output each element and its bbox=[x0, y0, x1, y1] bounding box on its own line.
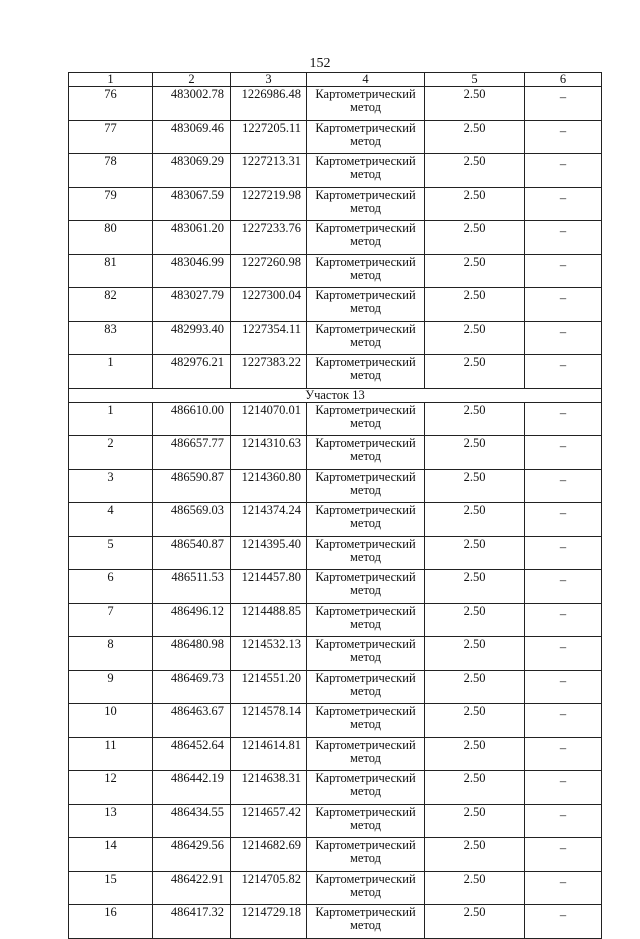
y-coordinate-cell: 1214638.31 bbox=[231, 771, 307, 805]
y-coordinate-cell: 1214070.01 bbox=[231, 402, 307, 436]
x-coordinate-cell: 483067.59 bbox=[153, 187, 231, 221]
method-line-2: метод bbox=[349, 167, 381, 181]
method-cell bbox=[307, 804, 425, 838]
x-coordinate-cell: 483002.78 bbox=[153, 87, 231, 121]
x-coordinate-cell: 483069.46 bbox=[153, 120, 231, 154]
x-coordinate-cell: 486442.19 bbox=[153, 771, 231, 805]
y-coordinate-cell: 1214374.24 bbox=[231, 503, 307, 537]
accuracy-cell: 2.50 bbox=[425, 871, 525, 905]
accuracy-cell: 2.50 bbox=[425, 804, 525, 838]
method-line-2: метод bbox=[349, 717, 381, 731]
note-cell: – bbox=[525, 871, 602, 905]
method-line-2: метод bbox=[349, 234, 381, 248]
note-cell: – bbox=[525, 670, 602, 704]
accuracy-cell: 2.50 bbox=[425, 670, 525, 704]
y-coordinate-cell: 1227205.11 bbox=[231, 120, 307, 154]
x-coordinate-cell: 483061.20 bbox=[153, 221, 231, 255]
accuracy-cell: 2.50 bbox=[425, 288, 525, 322]
table-row bbox=[69, 321, 602, 355]
accuracy-cell: 2.50 bbox=[425, 321, 525, 355]
note-cell: – bbox=[525, 771, 602, 805]
page-number: 152 bbox=[309, 56, 331, 71]
method-line-2: метод bbox=[349, 482, 381, 497]
point-number-cell: 4 bbox=[69, 503, 153, 537]
point-number-cell: 1 bbox=[69, 355, 153, 389]
note-cell: – bbox=[525, 436, 602, 470]
method-line-1: Картометрический bbox=[315, 704, 416, 718]
method-line-1: Картометрический bbox=[315, 254, 416, 269]
method-line-1: Картометрический bbox=[315, 570, 416, 584]
section-title: Участок 13 bbox=[69, 388, 602, 402]
accuracy-cell: 2.50 bbox=[425, 221, 525, 255]
method-line-2: метод bbox=[349, 851, 381, 865]
method-line-2: метод bbox=[349, 549, 381, 564]
method-cell bbox=[307, 254, 425, 288]
method-cell bbox=[307, 704, 425, 738]
x-coordinate-cell: 486434.55 bbox=[153, 804, 231, 838]
table-row bbox=[69, 905, 602, 939]
point-number-cell: 16 bbox=[69, 905, 153, 939]
y-coordinate-cell: 1214705.82 bbox=[231, 871, 307, 905]
accuracy-cell: 2.50 bbox=[425, 187, 525, 221]
y-coordinate-cell: 1227233.76 bbox=[231, 221, 307, 255]
x-coordinate-cell: 482993.40 bbox=[153, 321, 231, 355]
table-row bbox=[69, 603, 602, 637]
point-number-cell: 2 bbox=[69, 436, 153, 470]
method-line-1: Картометрический bbox=[315, 120, 416, 135]
method-line-2: метод bbox=[349, 616, 381, 631]
column-header: 2 bbox=[153, 73, 231, 87]
point-number-cell: 11 bbox=[69, 737, 153, 771]
note-cell: – bbox=[525, 905, 602, 939]
method-line-1: Картометрический bbox=[315, 637, 416, 651]
method-line-2: метод bbox=[349, 334, 381, 349]
note-cell: – bbox=[525, 120, 602, 154]
note-cell: – bbox=[525, 570, 602, 604]
table-row bbox=[69, 469, 602, 503]
method-cell bbox=[307, 355, 425, 389]
y-coordinate-cell: 1214395.40 bbox=[231, 536, 307, 570]
method-cell bbox=[307, 154, 425, 188]
method-line-2: метод bbox=[349, 784, 381, 798]
y-coordinate-cell: 1214532.13 bbox=[231, 637, 307, 671]
method-cell bbox=[307, 221, 425, 255]
accuracy-cell: 2.50 bbox=[425, 469, 525, 503]
accuracy-cell: 2.50 bbox=[425, 905, 525, 939]
method-line-2: метод bbox=[349, 817, 381, 832]
y-coordinate-cell: 1226986.48 bbox=[231, 87, 307, 121]
x-coordinate-cell: 486657.77 bbox=[153, 436, 231, 470]
method-cell bbox=[307, 187, 425, 221]
accuracy-cell: 2.50 bbox=[425, 154, 525, 188]
method-line-2: метод bbox=[349, 133, 381, 148]
method-cell bbox=[307, 737, 425, 771]
table-row bbox=[69, 637, 602, 671]
method-line-2: метод bbox=[349, 449, 381, 463]
accuracy-cell: 2.50 bbox=[425, 87, 525, 121]
method-line-1: Картометрический bbox=[315, 737, 416, 752]
table-row bbox=[69, 154, 602, 188]
note-cell: – bbox=[525, 402, 602, 436]
table-row bbox=[69, 704, 602, 738]
note-cell: – bbox=[525, 321, 602, 355]
table-row bbox=[69, 838, 602, 872]
method-cell bbox=[307, 838, 425, 872]
point-number-cell: 82 bbox=[69, 288, 153, 322]
point-number-cell: 83 bbox=[69, 321, 153, 355]
accuracy-cell: 2.50 bbox=[425, 254, 525, 288]
note-cell: – bbox=[525, 221, 602, 255]
accuracy-cell: 2.50 bbox=[425, 704, 525, 738]
note-cell: – bbox=[525, 737, 602, 771]
method-line-1: Картометрический bbox=[315, 355, 416, 369]
x-coordinate-cell: 483069.29 bbox=[153, 154, 231, 188]
y-coordinate-cell: 1227260.98 bbox=[231, 254, 307, 288]
accuracy-cell: 2.50 bbox=[425, 570, 525, 604]
note-cell: – bbox=[525, 154, 602, 188]
x-coordinate-cell: 486496.12 bbox=[153, 603, 231, 637]
accuracy-cell: 2.50 bbox=[425, 637, 525, 671]
method-line-1: Картометрический bbox=[315, 436, 416, 450]
method-cell bbox=[307, 87, 425, 121]
point-number-cell: 5 bbox=[69, 536, 153, 570]
note-cell: – bbox=[525, 536, 602, 570]
accuracy-cell: 2.50 bbox=[425, 536, 525, 570]
y-coordinate-cell: 1227383.22 bbox=[231, 355, 307, 389]
column-header: 3 bbox=[231, 73, 307, 87]
method-cell bbox=[307, 469, 425, 503]
point-number-cell: 80 bbox=[69, 221, 153, 255]
x-coordinate-cell: 486569.03 bbox=[153, 503, 231, 537]
point-number-cell: 10 bbox=[69, 704, 153, 738]
method-line-2: метод bbox=[349, 516, 381, 530]
note-cell: – bbox=[525, 187, 602, 221]
point-number-cell: 76 bbox=[69, 87, 153, 121]
x-coordinate-cell: 486590.87 bbox=[153, 469, 231, 503]
accuracy-cell: 2.50 bbox=[425, 120, 525, 154]
accuracy-cell: 2.50 bbox=[425, 436, 525, 470]
y-coordinate-cell: 1214614.81 bbox=[231, 737, 307, 771]
note-cell: – bbox=[525, 469, 602, 503]
table-row bbox=[69, 771, 602, 805]
method-cell bbox=[307, 603, 425, 637]
x-coordinate-cell: 483046.99 bbox=[153, 254, 231, 288]
method-line-2: метод bbox=[349, 583, 381, 597]
method-line-2: метод bbox=[349, 100, 381, 114]
table-row bbox=[69, 254, 602, 288]
table-row bbox=[69, 570, 602, 604]
table-row bbox=[69, 536, 602, 570]
method-cell bbox=[307, 871, 425, 905]
accuracy-cell: 2.50 bbox=[425, 603, 525, 637]
method-cell bbox=[307, 503, 425, 537]
method-line-1: Картометрический bbox=[315, 905, 416, 919]
method-cell bbox=[307, 436, 425, 470]
note-cell: – bbox=[525, 603, 602, 637]
method-line-1: Картометрический bbox=[315, 871, 416, 886]
method-line-1: Картометрический bbox=[315, 321, 416, 336]
note-cell: – bbox=[525, 503, 602, 537]
table-row bbox=[69, 221, 602, 255]
point-number-cell: 12 bbox=[69, 771, 153, 805]
method-line-1: Картометрический bbox=[315, 154, 416, 168]
method-line-1: Картометрический bbox=[315, 670, 416, 685]
point-number-cell: 7 bbox=[69, 603, 153, 637]
accuracy-cell: 2.50 bbox=[425, 771, 525, 805]
y-coordinate-cell: 1227300.04 bbox=[231, 288, 307, 322]
method-line-1: Картометрический bbox=[315, 771, 416, 785]
method-cell bbox=[307, 637, 425, 671]
table-row bbox=[69, 120, 602, 154]
column-header: 5 bbox=[425, 73, 525, 87]
column-header: 6 bbox=[525, 73, 602, 87]
method-line-1: Картометрический bbox=[315, 187, 416, 202]
column-header: 1 bbox=[69, 73, 153, 87]
x-coordinate-cell: 483027.79 bbox=[153, 288, 231, 322]
table-row bbox=[69, 87, 602, 121]
method-line-2: метод bbox=[349, 750, 381, 765]
method-line-2: метод bbox=[349, 683, 381, 698]
method-line-2: метод bbox=[349, 368, 381, 382]
x-coordinate-cell: 486463.67 bbox=[153, 704, 231, 738]
table-row bbox=[69, 187, 602, 221]
accuracy-cell: 2.50 bbox=[425, 503, 525, 537]
method-line-1: Картометрический bbox=[315, 503, 416, 517]
accuracy-cell: 2.50 bbox=[425, 355, 525, 389]
accuracy-cell: 2.50 bbox=[425, 838, 525, 872]
point-number-cell: 13 bbox=[69, 804, 153, 838]
method-line-1: Картометрический bbox=[315, 221, 416, 235]
method-line-1: Картометрический bbox=[315, 469, 416, 484]
note-cell: – bbox=[525, 87, 602, 121]
point-number-cell: 78 bbox=[69, 154, 153, 188]
method-line-1: Картометрический bbox=[315, 603, 416, 618]
note-cell: – bbox=[525, 838, 602, 872]
method-line-2: метод bbox=[349, 650, 381, 664]
accuracy-cell: 2.50 bbox=[425, 402, 525, 436]
point-number-cell: 6 bbox=[69, 570, 153, 604]
y-coordinate-cell: 1214457.80 bbox=[231, 570, 307, 604]
method-cell bbox=[307, 120, 425, 154]
x-coordinate-cell: 486422.91 bbox=[153, 871, 231, 905]
y-coordinate-cell: 1214729.18 bbox=[231, 905, 307, 939]
point-number-cell: 79 bbox=[69, 187, 153, 221]
x-coordinate-cell: 486429.56 bbox=[153, 838, 231, 872]
y-coordinate-cell: 1214578.14 bbox=[231, 704, 307, 738]
y-coordinate-cell: 1227219.98 bbox=[231, 187, 307, 221]
method-cell bbox=[307, 670, 425, 704]
note-cell: – bbox=[525, 288, 602, 322]
method-line-2: метод bbox=[349, 267, 381, 282]
y-coordinate-cell: 1214360.80 bbox=[231, 469, 307, 503]
point-number-cell: 3 bbox=[69, 469, 153, 503]
method-cell bbox=[307, 570, 425, 604]
method-line-2: метод bbox=[349, 301, 381, 315]
method-line-1: Картометрический bbox=[315, 536, 416, 551]
point-number-cell: 9 bbox=[69, 670, 153, 704]
method-line-1: Картометрический bbox=[315, 804, 416, 819]
method-line-2: метод bbox=[349, 918, 381, 932]
method-line-1: Картометрический bbox=[315, 402, 416, 417]
method-line-2: метод bbox=[349, 200, 381, 215]
method-cell bbox=[307, 771, 425, 805]
y-coordinate-cell: 1227354.11 bbox=[231, 321, 307, 355]
point-number-cell: 14 bbox=[69, 838, 153, 872]
table-row bbox=[69, 670, 602, 704]
table-row bbox=[69, 402, 602, 436]
section-row bbox=[69, 388, 602, 402]
x-coordinate-cell: 486417.32 bbox=[153, 905, 231, 939]
table-row bbox=[69, 288, 602, 322]
table-row bbox=[69, 804, 602, 838]
method-cell bbox=[307, 288, 425, 322]
method-line-2: метод bbox=[349, 415, 381, 430]
method-line-1: Картометрический bbox=[315, 838, 416, 852]
y-coordinate-cell: 1214310.63 bbox=[231, 436, 307, 470]
x-coordinate-cell: 486511.53 bbox=[153, 570, 231, 604]
point-number-cell: 81 bbox=[69, 254, 153, 288]
x-coordinate-cell: 482976.21 bbox=[153, 355, 231, 389]
y-coordinate-cell: 1214682.69 bbox=[231, 838, 307, 872]
method-line-1: Картометрический bbox=[315, 87, 416, 101]
note-cell: – bbox=[525, 637, 602, 671]
x-coordinate-cell: 486469.73 bbox=[153, 670, 231, 704]
coordinates-table bbox=[68, 72, 602, 939]
table-row bbox=[69, 737, 602, 771]
note-cell: – bbox=[525, 804, 602, 838]
point-number-cell: 77 bbox=[69, 120, 153, 154]
method-cell bbox=[307, 402, 425, 436]
method-cell bbox=[307, 321, 425, 355]
table-row bbox=[69, 503, 602, 537]
y-coordinate-cell: 1214488.85 bbox=[231, 603, 307, 637]
note-cell: – bbox=[525, 355, 602, 389]
point-number-cell: 1 bbox=[69, 402, 153, 436]
table-header-row bbox=[69, 73, 602, 87]
point-number-cell: 8 bbox=[69, 637, 153, 671]
x-coordinate-cell: 486610.00 bbox=[153, 402, 231, 436]
x-coordinate-cell: 486452.64 bbox=[153, 737, 231, 771]
point-number-cell: 15 bbox=[69, 871, 153, 905]
method-cell bbox=[307, 905, 425, 939]
note-cell: – bbox=[525, 254, 602, 288]
column-header: 4 bbox=[307, 73, 425, 87]
method-line-2: метод bbox=[349, 884, 381, 899]
method-line-1: Картометрический bbox=[315, 288, 416, 302]
method-cell bbox=[307, 536, 425, 570]
note-cell: – bbox=[525, 704, 602, 738]
x-coordinate-cell: 486480.98 bbox=[153, 637, 231, 671]
table-row bbox=[69, 871, 602, 905]
accuracy-cell: 2.50 bbox=[425, 737, 525, 771]
y-coordinate-cell: 1227213.31 bbox=[231, 154, 307, 188]
table-row bbox=[69, 436, 602, 470]
y-coordinate-cell: 1214657.42 bbox=[231, 804, 307, 838]
y-coordinate-cell: 1214551.20 bbox=[231, 670, 307, 704]
table-row bbox=[69, 355, 602, 389]
x-coordinate-cell: 486540.87 bbox=[153, 536, 231, 570]
